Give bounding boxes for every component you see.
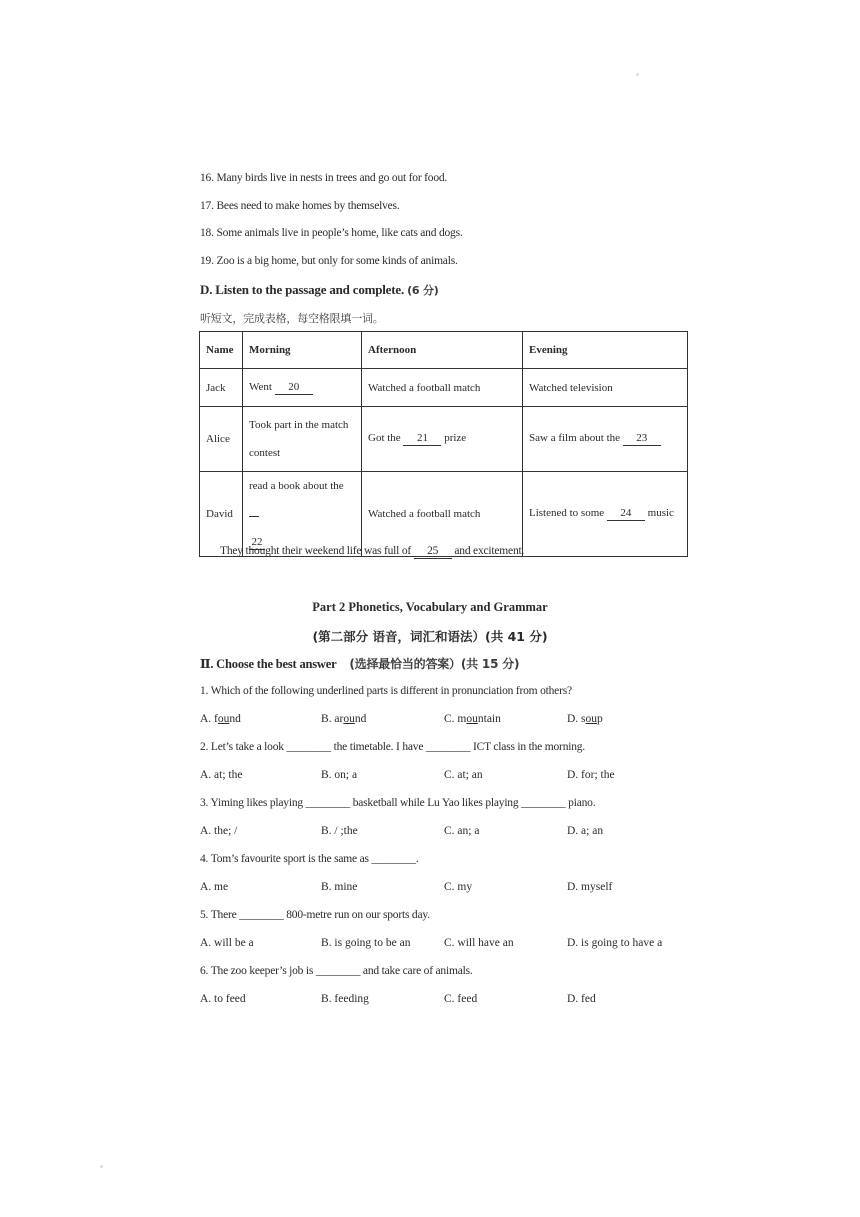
option-text: C. an; a [444,825,480,837]
option-text: B. / ;the [321,825,358,837]
question-text: 4. Tom’s favourite sport is the same as ________. [200,853,419,865]
listening-table [199,331,688,557]
option-text: C. will have an [444,937,514,949]
option-text: D. s [567,713,586,725]
answer-option[interactable] [444,993,477,1005]
header-name: Name [200,332,243,369]
header-evening: Evening [523,332,688,369]
option-text: D. is going to have a [567,937,663,949]
table-row [200,369,688,407]
part2-title: Part 2 Phonetics, Vocabulary and Grammar [312,600,548,614]
cell-morning [243,472,362,557]
answer-option[interactable] [444,825,479,837]
section-d-heading [200,282,439,298]
table-header-row [200,332,688,369]
scan-speck [636,73,639,76]
option-text: A. me [200,881,229,893]
answer-option[interactable] [200,937,254,949]
statement-19: 19. Zoo is a big home, but only for some kinds of animals. [200,255,458,267]
option-text: B. ar [321,713,344,725]
underlined-letters: ou [585,713,598,725]
section-d-instruction: 听短文，完成表格，每空格限填一词。 [200,312,384,325]
option-text: B. on; a [321,769,358,781]
answer-option[interactable] [321,713,366,725]
answer-option[interactable] [200,825,237,837]
answer-option[interactable] [321,993,369,1005]
option-text: C. my [444,881,473,893]
cell-text: Got the [368,432,401,444]
section-ii-subtitle: (选择最恰当的答案）(共 15 分) [349,657,520,671]
option-text: C. m [444,713,467,725]
answer-option[interactable] [321,769,357,781]
cell-text: Went [249,380,272,393]
answer-blank[interactable]: 22 [249,536,265,550]
cell-text: Saw a film about the [529,432,621,444]
cell-text: Took part in the match [249,419,349,431]
cell-morning [243,369,362,407]
cell-afternoon: Watched a football match [362,472,523,557]
option-text: C. at; an [444,769,483,781]
answer-option[interactable] [321,937,410,949]
cell-name: Jack [200,369,243,407]
question-text: 1. Which of the following underlined parts is different in pronunciation from others? [200,685,572,697]
question-text: 3. Yiming likes playing ________ basketball while Lu Yao likes playing ________ piano. [200,797,596,809]
section-ii-title: Ⅱ. Choose the best answer [200,657,337,671]
option-text: p [597,713,603,725]
answer-option[interactable] [567,769,615,781]
table-row [200,407,688,472]
answer-option[interactable] [200,769,242,781]
answer-option[interactable] [200,993,246,1005]
option-text: D. myself [567,881,613,893]
cell-text: prize [444,432,467,444]
option-text: B. is going to be an [321,937,411,949]
answer-option[interactable] [444,881,472,893]
cell-evening [523,407,688,472]
header-morning: Morning [243,332,362,369]
option-text: nd [229,713,241,725]
answer-option[interactable] [567,825,603,837]
option-text: nd [354,713,367,725]
cell-text: music [647,507,674,519]
cell-name: Alice [200,407,243,472]
option-text: D. fed [567,993,596,1005]
answer-blank[interactable]: 24 [607,507,645,521]
answer-option[interactable] [444,769,483,781]
option-text: D. for; the [567,769,615,781]
answer-option[interactable] [444,937,514,949]
cell-text: Listened to some [529,507,605,519]
answer-blank[interactable]: 25 [414,545,452,559]
table-row [200,472,688,557]
cell-afternoon [362,407,523,472]
answer-option[interactable] [200,713,241,725]
answer-blank[interactable]: 23 [623,432,661,446]
underlined-letters: ou [343,713,355,725]
part2-subtitle: (第二部分 语音，词汇和语法）(共 41 分) [312,629,548,644]
cell-evening: Watched television [523,369,688,407]
statement-16: 16. Many birds live in nests in trees and go out for food. [200,172,448,184]
answer-option[interactable] [321,881,357,893]
cell-text: contest [249,447,281,459]
option-text: A. f [200,713,218,725]
question-text: 2. Let’s take a look ________ the timetable. I have ________ ICT class in the morning. [200,741,586,753]
answer-option[interactable] [321,825,358,837]
answer-option[interactable] [567,993,596,1005]
summary-sentence [220,545,524,559]
option-text: A. at; the [200,769,243,781]
answer-option[interactable] [567,713,603,725]
option-text: B. mine [321,881,358,893]
cell-name: David [200,472,243,557]
header-afternoon: Afternoon [362,332,523,369]
summary-text: and excitement. [454,545,525,557]
statement-17: 17. Bees need to make homes by themselves. [200,200,400,212]
option-text: A. will be a [200,937,254,949]
section-ii-heading [200,655,519,672]
section-d-score: (6 分) [407,284,439,297]
cell-morning [243,407,362,472]
answer-option[interactable] [567,881,612,893]
option-text: ntain [477,713,501,725]
answer-option[interactable] [200,881,228,893]
option-text: C. feed [444,993,478,1005]
section-d-title: D. Listen to the passage and complete. [200,282,405,297]
option-text: B. feeding [321,993,369,1005]
answer-option[interactable] [567,937,662,949]
answer-option[interactable] [444,713,501,725]
underlined-letters: ou [217,713,230,725]
scan-speck [100,1165,103,1168]
summary-text: They thought their weekend life was full of [220,545,411,557]
answer-blank[interactable]: 21 [403,432,441,446]
underlined-letters: ou [466,713,478,725]
option-text: A. to feed [200,993,246,1005]
answer-blank[interactable]: 20 [275,381,313,395]
option-text: D. a; an [567,825,604,837]
question-text: 6. The zoo keeper’s job is ________ and take care of animals. [200,965,473,977]
option-text: A. the; / [200,825,238,837]
cell-text: read a book about the [249,480,344,492]
cell-afternoon: Watched a football match [362,369,523,407]
question-text: 5. There ________ 800-metre run on our sports day. [200,909,430,921]
cell-evening [523,472,688,557]
statement-18: 18. Some animals live in people’s home, like cats and dogs. [200,227,463,239]
